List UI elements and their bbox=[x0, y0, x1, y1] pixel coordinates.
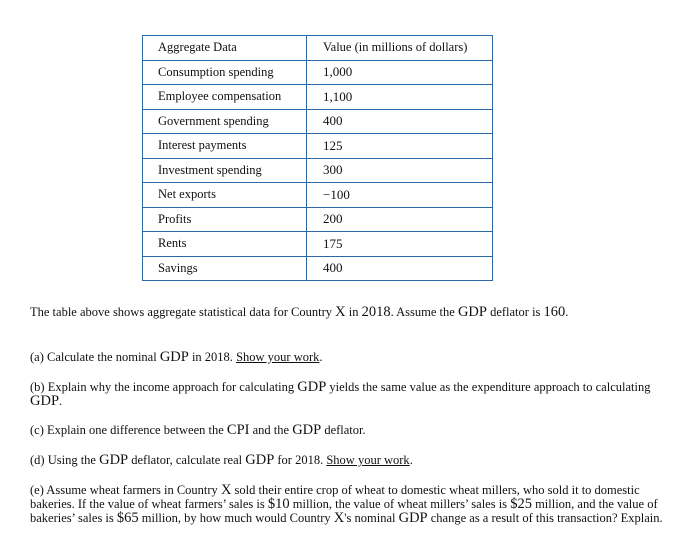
text-segment: in 2018. bbox=[188, 350, 237, 364]
math-segment: X bbox=[335, 304, 346, 320]
text-segment: million, and the value of bakeries’ sales is bbox=[30, 497, 658, 525]
text-segment: and the bbox=[249, 423, 293, 437]
row-label: Rents bbox=[143, 232, 307, 257]
row-value: 1,100 bbox=[307, 85, 493, 110]
text-segment: million, by how much would Country bbox=[138, 511, 334, 525]
question-c bbox=[30, 423, 685, 437]
question-e bbox=[30, 483, 685, 525]
math-segment: GDP bbox=[245, 452, 275, 468]
row-label: Consumption spending bbox=[143, 60, 307, 85]
text-segment: (a) Calculate the nominal bbox=[30, 350, 160, 364]
text-segment: deflator, calculate real bbox=[128, 453, 246, 467]
math-segment: 160 bbox=[543, 304, 566, 320]
text-segment: yields the same value as the expenditure approach to calculating bbox=[326, 380, 651, 394]
math-segment: GDP bbox=[30, 393, 60, 409]
underlined-instruction: Show your work bbox=[236, 350, 320, 364]
text-segment: for 2018. bbox=[274, 453, 327, 467]
math-segment: X bbox=[220, 482, 232, 498]
text-segment: . Assume the bbox=[390, 305, 458, 319]
header-aggregate-data: Aggregate Data bbox=[143, 36, 307, 61]
text-segment: million, the value of wheat millers’ sales is bbox=[289, 497, 511, 511]
question-d bbox=[30, 453, 685, 467]
text-segment: . bbox=[319, 350, 323, 364]
text-segment: (e) Assume wheat farmers in Country bbox=[30, 483, 221, 497]
math-segment: $25 bbox=[510, 496, 532, 512]
math-segment: GDP bbox=[457, 304, 487, 320]
row-value: 175 bbox=[307, 232, 493, 257]
row-value: −100 bbox=[307, 183, 493, 208]
table-row bbox=[143, 109, 493, 134]
text-segment: . bbox=[59, 394, 63, 408]
table-row bbox=[143, 256, 493, 281]
table-row bbox=[143, 183, 493, 208]
row-label: Profits bbox=[143, 207, 307, 232]
table-row bbox=[143, 60, 493, 85]
underlined-instruction: Show your work bbox=[326, 453, 410, 467]
math-segment: $10 bbox=[267, 496, 290, 512]
table-row bbox=[143, 158, 493, 183]
table-row bbox=[143, 207, 493, 232]
table-row bbox=[143, 134, 493, 159]
text-segment: (d) Using the bbox=[30, 453, 100, 467]
table-header-row bbox=[143, 36, 493, 61]
text-segment: . bbox=[409, 453, 413, 467]
math-segment: $65 bbox=[116, 510, 139, 526]
text-segment: change as a result of this transaction? Explain. bbox=[427, 511, 663, 525]
text-segment: 's nominal bbox=[344, 511, 399, 525]
text-segment: . bbox=[565, 305, 569, 319]
table-row bbox=[143, 232, 493, 257]
question-b bbox=[30, 380, 685, 408]
row-label: Interest payments bbox=[143, 134, 307, 159]
text-segment: in bbox=[345, 305, 362, 319]
aggregate-data-table-wrapper bbox=[142, 35, 493, 281]
text-segment: deflator is bbox=[486, 305, 544, 319]
row-value: 125 bbox=[307, 134, 493, 159]
text-segment: (b) Explain why the income approach for calculating bbox=[30, 380, 298, 394]
math-segment: 2018 bbox=[361, 304, 391, 320]
row-label: Employee compensation bbox=[143, 85, 307, 110]
text-segment: sold their entire crop of wheat to domestic wheat millers, who sold it to domestic bakeries. If the value of wheat farmers’ sales is bbox=[30, 483, 640, 511]
row-label: Net exports bbox=[143, 183, 307, 208]
row-value: 300 bbox=[307, 158, 493, 183]
table-description bbox=[30, 305, 685, 319]
aggregate-data-table bbox=[142, 35, 493, 281]
math-segment: GDP bbox=[159, 349, 189, 365]
table-row bbox=[143, 85, 493, 110]
text-segment: (c) Explain one difference between the bbox=[30, 423, 227, 437]
math-segment: GDP bbox=[398, 510, 428, 526]
text-segment: The table above shows aggregate statistical data for Country bbox=[30, 305, 336, 319]
row-value: 200 bbox=[307, 207, 493, 232]
row-value: 400 bbox=[307, 109, 493, 134]
math-segment: X bbox=[333, 510, 345, 526]
row-value: 1,000 bbox=[307, 60, 493, 85]
math-segment: CPI bbox=[226, 422, 250, 438]
math-segment: GDP bbox=[99, 452, 129, 468]
math-segment: GDP bbox=[292, 422, 322, 438]
math-segment: GDP bbox=[297, 379, 327, 395]
question-a bbox=[30, 350, 685, 364]
row-value: 400 bbox=[307, 256, 493, 281]
row-label: Investment spending bbox=[143, 158, 307, 183]
row-label: Savings bbox=[143, 256, 307, 281]
text-segment: deflator. bbox=[321, 423, 366, 437]
header-value: Value (in millions of dollars) bbox=[307, 36, 493, 61]
row-label: Government spending bbox=[143, 109, 307, 134]
